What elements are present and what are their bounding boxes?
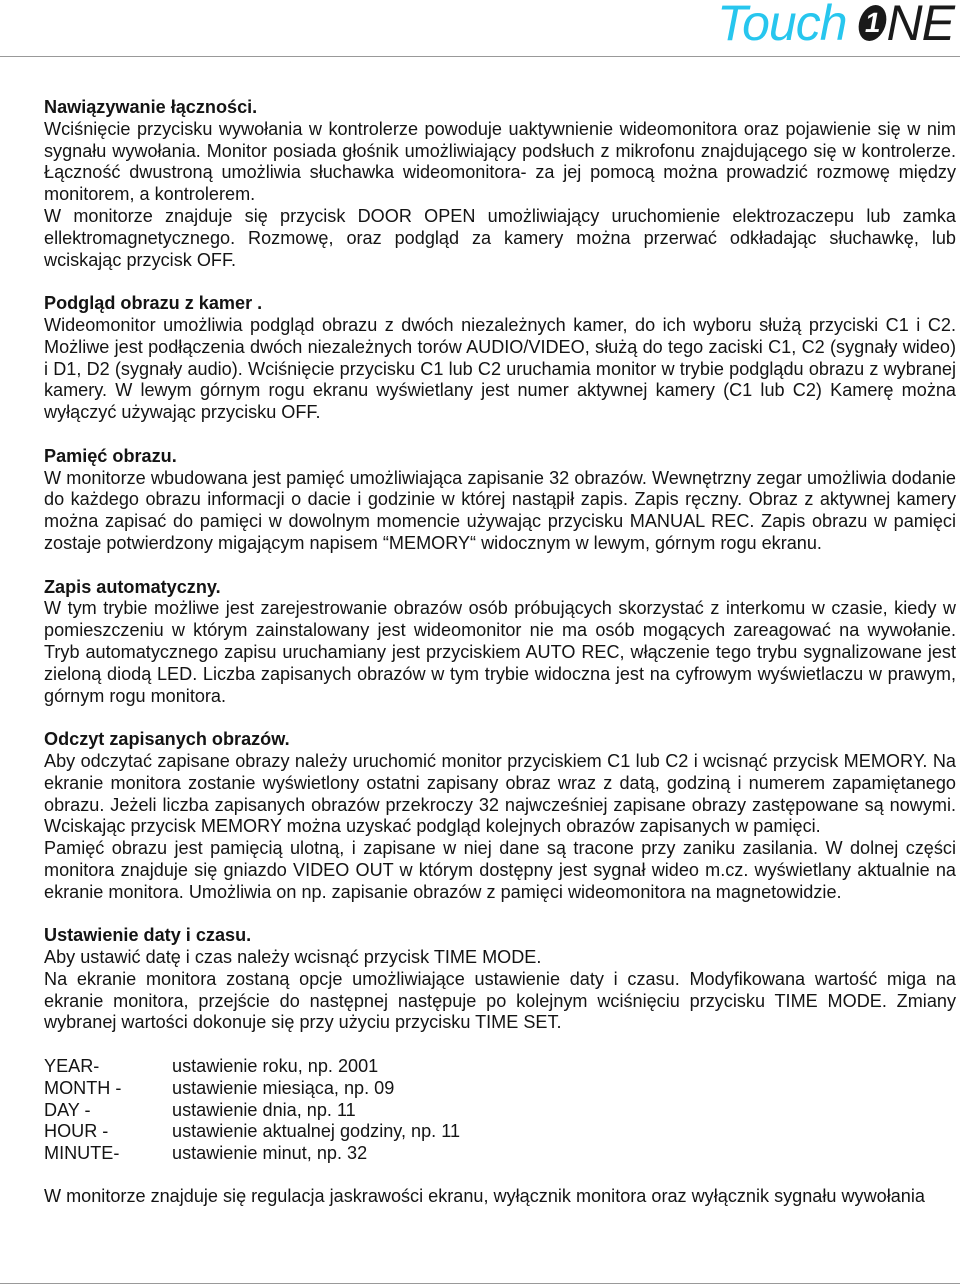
section-connection xyxy=(44,97,956,271)
section-image-memory xyxy=(44,446,956,555)
one-badge-icon: 1 xyxy=(855,5,888,41)
section-paragraph: Wideomonitor umożliwia podgląd obrazu z dwóch niezależnych kamer, do ich wyboru służą przyciski C1 i C2. Możliwe jest podłączenia dwóch niezależnych torów AUDIO/VIDEO, służą do tego zaciski C1, C2 (sygnały wideo) i D1, D2 (sygnały audio). Wciśnięcie przycisku C1 lub C2 uruchamia monitor w trybie podglądu obrazu z wybranej kamery. W lewym górnym rogu ekranu wyświetlany jest numer aktywnej kamery (C1 lub C2) Kamerę można wyłączyć używając przycisku OFF. xyxy=(44,314,956,423)
footer-divider xyxy=(0,1283,960,1284)
setting-key: YEAR- xyxy=(44,1056,100,1077)
section-paragraph: Na ekranie monitora zostaną opcje umożliwiające ustawienie daty i czasu. Modyfikowana wartość miga na ekranie monitora, przejście do następnej następuje po kolejnym wciśnięciu przycisku TIME MODE. Zmiany wybranej wartości dokonuje się przy użyciu przycisku TIME SET. xyxy=(44,968,956,1033)
section-paragraph: W monitorze wbudowana jest pamięć umożliwiająca zapisanie 32 obrazów. Wewnętrzny zegar umożliwia dodanie do każdego obrazu informacji o dacie i godzinie w której nastąpił zapis. Zapis ręczny. Obraz z aktywnej kamery można zapisać do pamięci w dowolnym momencie używając przycisku MANUAL REC. Zapis obrazu w pamięci zostaje potwierdzony migającym napisem “MEMORY“ widocznym w lewym, górnym rogu ekranu. xyxy=(44,467,956,553)
section-heading: Nawiązywanie łączności. xyxy=(44,97,258,117)
section-paragraph: Aby odczytać zapisane obrazy należy uruchomić monitor przyciskiem C1 lub C2 i wcisnąć przycisk MEMORY. Na ekranie monitora zostanie wyświetlony ostatni zapisany obraz wraz z datą, godziną i numerem zapamiętanego obrazu. Jeżeli liczba zapisanych obrazów przekroczy 32 najwcześniej zapisane obrazy zastępowane są nowymi. Wciskając przycisk MEMORY można uzyskać podgląd kolejnych obrazów zapisanych w pamięci. xyxy=(44,750,956,837)
section-heading: Odczyt zapisanych obrazów. xyxy=(44,729,290,750)
setting-value: ustawienie dnia, np. 11 xyxy=(172,1099,356,1120)
section-heading: Zapis automatyczny. xyxy=(44,576,221,597)
list-item xyxy=(44,1121,956,1143)
setting-value: ustawienie minut, np. 32 xyxy=(172,1143,368,1164)
section-paragraph: W tym trybie możliwe jest zarejestrowanie obrazów osób próbujących skorzystać z interkomu w czasie, kiedy w pomieszczeniu w którym zainstalowany jest wideomonitor nie ma osób mogących zareagować na wywołanie. Tryb automatycznego zapisu uruchamiany jest przyciskiem AUTO REC, włączenie tego trybu sygnalizowane jest zieloną diodą LED. Liczba zapisanych obrazów w tym trybie widoczna jest na cyfrowym wyświetlaczu w prawym, górnym rogu monitora. xyxy=(44,598,956,706)
section-date-time xyxy=(44,925,956,1034)
section-read-images xyxy=(44,729,956,903)
section-auto-record xyxy=(44,577,956,708)
footer-paragraph: W monitorze znajduje się regulacja jaskrawości ekranu, wyłącznik monitora oraz wyłącznik sygnału wywołania xyxy=(44,1186,925,1207)
setting-key: MONTH - xyxy=(44,1077,122,1098)
brand-word-touch: Touch xyxy=(717,0,847,51)
brand-word-one xyxy=(847,0,954,52)
setting-value: ustawienie aktualnej godziny, np. 11 xyxy=(172,1121,461,1142)
setting-value: ustawienie miesiąca, np. 09 xyxy=(172,1077,395,1098)
section-paragraph: W monitorze znajduje się przycisk DOOR OPEN umożliwiający uruchomienie elektrozaczepu lub zamka ellektromagnetycznego. Rozmowę, oraz podgląd za kamery można przerwać odkładając słuchawkę, lub wciskając przycisk OFF. xyxy=(44,205,956,270)
section-camera-preview xyxy=(44,293,956,424)
list-item xyxy=(44,1056,956,1078)
brand-word-ne: NE xyxy=(886,0,954,51)
brand-logo xyxy=(717,0,954,52)
list-item xyxy=(44,1143,956,1165)
section-paragraph: Pamięć obrazu jest pamięcią ulotną, i zapisane w niej dane są tracone przy zaniku zasilania. W dolnej części monitora znajduje się gniazdo VIDEO OUT w którym dostępny jest sygnał wideo m.cz. wyświetlany aktualnie na ekranie monitora. Umożliwia on np. zapisanie obrazów z pamięci wideomonitora na magnetowidzie. xyxy=(44,838,956,902)
section-heading: Ustawienie daty i czasu. xyxy=(44,925,252,946)
header-divider xyxy=(0,56,960,57)
section-paragraph: Aby ustawić datę i czas należy wcisnąć przycisk TIME MODE. xyxy=(44,947,542,968)
setting-key: DAY - xyxy=(44,1099,91,1120)
settings-list xyxy=(44,1056,956,1165)
setting-key: HOUR - xyxy=(44,1121,109,1142)
section-paragraph: Wciśnięcie przycisku wywołania w kontrolerze powoduje uaktywnienie wideomonitora oraz pojawienie się w nim sygnału wywołania. Monitor posiada głośnik umożliwiający podsłuch z mikrofonu znajdującego się w kontrolerze. Łączność dwustroną umożliwia słuchawka wideomonitora- za jej pomocą można prowadzić rozmowę między monitorem, a kontrolerem. xyxy=(44,118,956,205)
document-body xyxy=(44,97,956,1208)
section-heading: Pamięć obrazu. xyxy=(44,445,177,466)
list-item xyxy=(44,1078,956,1100)
section-heading: Podgląd obrazu z kamer . xyxy=(44,293,263,314)
list-item xyxy=(44,1100,956,1122)
setting-key: MINUTE- xyxy=(44,1143,120,1164)
setting-value: ustawienie roku, np. 2001 xyxy=(172,1056,379,1077)
